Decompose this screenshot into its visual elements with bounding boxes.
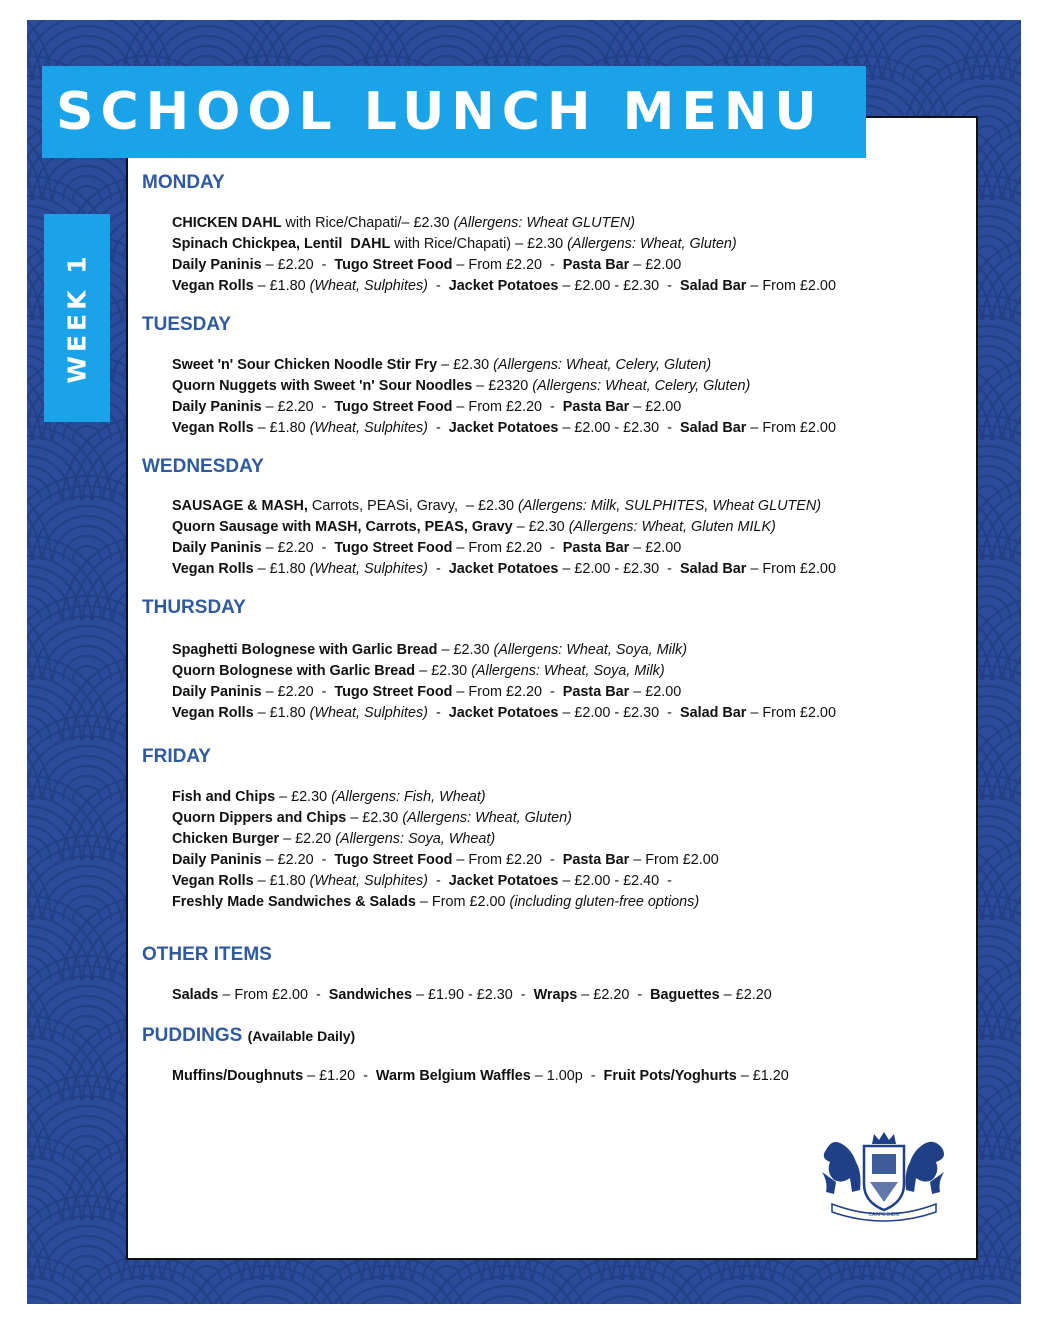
item-price: with Rice/Chapati/– £2.30 xyxy=(281,215,454,231)
allergen-note: (Wheat, Sulphites) xyxy=(309,420,428,436)
item-name: Warm Belgium Waffles xyxy=(375,1068,531,1084)
item-name: Tugo Street Food xyxy=(334,684,453,700)
item-name: Quorn Sausage with MASH, Carrots, PEAS, Gravy xyxy=(172,519,513,535)
menu-line xyxy=(172,399,681,415)
menu-line xyxy=(172,519,776,535)
item-price: – £2.00 - £2.30 - xyxy=(558,420,680,436)
allergen-note: (Allergens: Wheat, Soya, Milk) xyxy=(493,642,688,658)
item-name: Pasta Bar xyxy=(562,399,630,415)
item-price: – £1.80 xyxy=(253,873,310,889)
item-price: – From £2.00 xyxy=(629,852,719,868)
item-price: – £2.30 xyxy=(346,810,403,826)
menu-line xyxy=(172,894,699,910)
item-price: – £2.20 - xyxy=(261,852,335,868)
item-price: – £1.20 - xyxy=(303,1068,376,1084)
item-name: Jacket Potatoes xyxy=(448,705,559,721)
allergen-note: (Allergens: Soya, Wheat) xyxy=(335,831,496,847)
menu-line xyxy=(172,498,821,514)
item-name: Tugo Street Food xyxy=(334,540,453,556)
menu-line xyxy=(172,642,687,658)
item-price: – £2.00 - £2.30 - xyxy=(558,561,680,577)
item-price: - xyxy=(427,873,449,889)
item-name: Spaghetti Bolognese with Garlic Bread xyxy=(172,642,438,658)
item-price: - xyxy=(427,278,449,294)
section-heading xyxy=(142,1025,355,1047)
item-name: Muffins/Doughnuts xyxy=(172,1068,304,1084)
section-heading-text: THURSDAY xyxy=(142,597,246,618)
allergen-note: (Allergens: Fish, Wheat) xyxy=(331,789,486,805)
item-name: Daily Paninis xyxy=(172,399,262,415)
allergen-note: (Allergens: Wheat GLUTEN) xyxy=(453,215,636,231)
item-name: Vegan Rolls xyxy=(172,420,254,436)
item-price: – £1.80 xyxy=(253,705,310,721)
menu-line xyxy=(172,873,672,889)
item-name: Tugo Street Food xyxy=(334,852,453,868)
allergen-note: (Wheat, Sulphites) xyxy=(309,278,428,294)
allergen-note: (Wheat, Sulphites) xyxy=(309,705,428,721)
item-price: – From £2.20 - xyxy=(452,684,563,700)
menu-line xyxy=(172,1068,789,1084)
item-name: Chicken Burger xyxy=(172,831,280,847)
item-name: Quorn Bolognese with Garlic Bread xyxy=(172,663,416,679)
item-price: – From £2.20 - xyxy=(452,540,563,556)
menu-line xyxy=(172,987,772,1003)
item-price: – £2.30 xyxy=(437,642,494,658)
item-name: Salad Bar xyxy=(679,278,747,294)
item-name: Pasta Bar xyxy=(562,684,630,700)
allergen-note: (Allergens: Wheat, Celery, Gluten) xyxy=(493,357,712,373)
section-heading xyxy=(142,944,272,966)
item-name: Jacket Potatoes xyxy=(448,420,559,436)
item-name: Jacket Potatoes xyxy=(448,561,559,577)
menu-line xyxy=(172,561,836,577)
item-price: – £2.20 - xyxy=(261,257,335,273)
menu-line xyxy=(172,420,836,436)
item-price: – From £2.00 xyxy=(746,420,836,436)
item-name: Baguettes xyxy=(650,987,720,1003)
item-price: – £2.20 xyxy=(719,987,772,1003)
item-price: – £2.00 xyxy=(629,399,682,415)
item-price: – £2.00 xyxy=(629,257,682,273)
item-name: Pasta Bar xyxy=(562,540,630,556)
item-name: Salad Bar xyxy=(679,420,747,436)
menu-line xyxy=(172,236,737,252)
item-name: Vegan Rolls xyxy=(172,705,254,721)
item-price: – £1.20 xyxy=(736,1068,789,1084)
item-price: – From £2.00 xyxy=(746,278,836,294)
item-name: Jacket Potatoes xyxy=(448,278,559,294)
item-name: Sandwiches xyxy=(328,987,412,1003)
page-title: SCHOOL LUNCH MENU xyxy=(56,82,824,142)
crest-icon xyxy=(812,1132,956,1224)
item-price: – £1.80 xyxy=(253,278,310,294)
item-name: Vegan Rolls xyxy=(172,873,254,889)
menu-line xyxy=(172,684,681,700)
section-heading-text: TUESDAY xyxy=(142,314,232,335)
school-crest xyxy=(812,1132,956,1224)
item-price: – From £2.20 - xyxy=(452,399,563,415)
menu-line xyxy=(172,378,750,394)
item-price: Carrots, PEASi, Gravy, – £2.30 xyxy=(307,498,519,514)
section-heading xyxy=(142,456,264,478)
item-price: – From £2.00 - xyxy=(218,987,329,1003)
menu-line xyxy=(172,705,836,721)
item-name: Freshly Made Sandwiches & Salads xyxy=(172,894,416,910)
item-name: Quorn Dippers and Chips xyxy=(172,810,347,826)
item-price: – £1.90 - £2.30 - xyxy=(411,987,534,1003)
section-heading-text: PUDDINGS xyxy=(142,1025,243,1046)
allergen-note: (including gluten-free options) xyxy=(509,894,700,910)
item-name: Daily Paninis xyxy=(172,684,262,700)
item-price: – £2.20 xyxy=(279,831,336,847)
item-name: CHICKEN DAHL xyxy=(172,215,282,231)
menu-line xyxy=(172,278,836,294)
item-price: – £2.30 xyxy=(415,663,472,679)
item-price: – £1.80 xyxy=(253,561,310,577)
week-tab xyxy=(44,214,110,422)
menu-line xyxy=(172,789,486,805)
item-name: Salad Bar xyxy=(679,705,747,721)
item-name: Jacket Potatoes xyxy=(448,873,559,889)
item-price: – From £2.20 - xyxy=(452,852,563,868)
menu-line xyxy=(172,810,572,826)
allergen-note: (Allergens: Wheat, Celery, Gluten) xyxy=(532,378,751,394)
item-price: – £2.00 - £2.30 - xyxy=(558,278,680,294)
item-price: – From £2.00 xyxy=(746,561,836,577)
item-price: – £2.00 xyxy=(629,540,682,556)
menu-line xyxy=(172,257,681,273)
menu-line xyxy=(172,540,681,556)
menu-line xyxy=(172,831,495,847)
item-price: – £2.00 - £2.30 - xyxy=(558,705,680,721)
section-heading-note: (Available Daily) xyxy=(247,1028,356,1044)
allergen-note: (Allergens: Milk, SULPHITES, Wheat GLUTEN) xyxy=(518,498,822,514)
item-price: – £2.30 xyxy=(437,357,494,373)
item-name: Quorn Nuggets with Sweet 'n' Sour Noodles xyxy=(172,378,473,394)
section-heading-text: OTHER ITEMS xyxy=(142,944,272,965)
menu-line xyxy=(172,663,665,679)
item-name: Pasta Bar xyxy=(562,257,630,273)
item-price: – £2320 xyxy=(472,378,533,394)
item-name: Tugo Street Food xyxy=(334,399,453,415)
item-name: Fish and Chips xyxy=(172,789,276,805)
item-name: Salad Bar xyxy=(679,561,747,577)
item-name: Wraps xyxy=(533,987,578,1003)
item-price: – £2.20 - xyxy=(261,540,335,556)
section-heading xyxy=(142,172,225,194)
item-name: SAUSAGE & MASH, xyxy=(172,498,308,514)
item-price: – £2.30 xyxy=(512,519,569,535)
item-price: - xyxy=(427,420,449,436)
allergen-note: (Wheat, Sulphites) xyxy=(309,873,428,889)
item-price: – £2.20 - xyxy=(261,684,335,700)
section-heading xyxy=(142,314,231,336)
item-price: – £2.30 xyxy=(275,789,332,805)
item-name: Vegan Rolls xyxy=(172,561,254,577)
allergen-note: (Allergens: Wheat, Gluten MILK) xyxy=(568,519,776,535)
crest-motto: CARPE DIEM xyxy=(868,1212,900,1218)
item-price: – From £2.00 xyxy=(415,894,510,910)
menu-line xyxy=(172,357,711,373)
item-name: Sweet 'n' Sour Chicken Noodle Stir Fry xyxy=(172,357,438,373)
section-heading xyxy=(142,746,211,768)
section-heading-text: MONDAY xyxy=(142,172,225,193)
item-price: with Rice/Chapati) – £2.30 xyxy=(390,236,568,252)
item-name: Daily Paninis xyxy=(172,852,262,868)
item-name: Vegan Rolls xyxy=(172,278,254,294)
item-price: – £1.80 xyxy=(253,420,310,436)
item-price: - xyxy=(427,705,449,721)
item-name: Daily Paninis xyxy=(172,257,262,273)
item-name: Fruit Pots/Yoghurts xyxy=(603,1068,737,1084)
menu-line xyxy=(172,215,635,231)
item-price: – £2.20 - xyxy=(261,399,335,415)
title-banner xyxy=(42,66,866,158)
item-price: – From £2.20 - xyxy=(452,257,563,273)
section-heading xyxy=(142,597,246,619)
section-heading-text: WEDNESDAY xyxy=(142,456,264,477)
item-price: – £2.00 - £2.40 - xyxy=(558,873,672,889)
week-label: WEEK 1 xyxy=(62,252,92,384)
item-price: – £2.20 - xyxy=(577,987,651,1003)
allergen-note: (Allergens: Wheat, Soya, Milk) xyxy=(471,663,665,679)
item-name: Pasta Bar xyxy=(562,852,630,868)
item-price: – 1.00p - xyxy=(530,1068,604,1084)
item-name: Salads xyxy=(172,987,219,1003)
item-name: Spinach Chickpea, Lentil DAHL xyxy=(172,236,391,252)
item-price: - xyxy=(427,561,449,577)
item-name: Daily Paninis xyxy=(172,540,262,556)
menu-line xyxy=(172,852,719,868)
item-price: – £2.00 xyxy=(629,684,682,700)
allergen-note: (Wheat, Sulphites) xyxy=(309,561,428,577)
allergen-note: (Allergens: Wheat, Gluten) xyxy=(567,236,737,252)
allergen-note: (Allergens: Wheat, Gluten) xyxy=(402,810,572,826)
item-price: – From £2.00 xyxy=(746,705,836,721)
item-name: Tugo Street Food xyxy=(334,257,453,273)
section-heading-text: FRIDAY xyxy=(142,746,211,767)
